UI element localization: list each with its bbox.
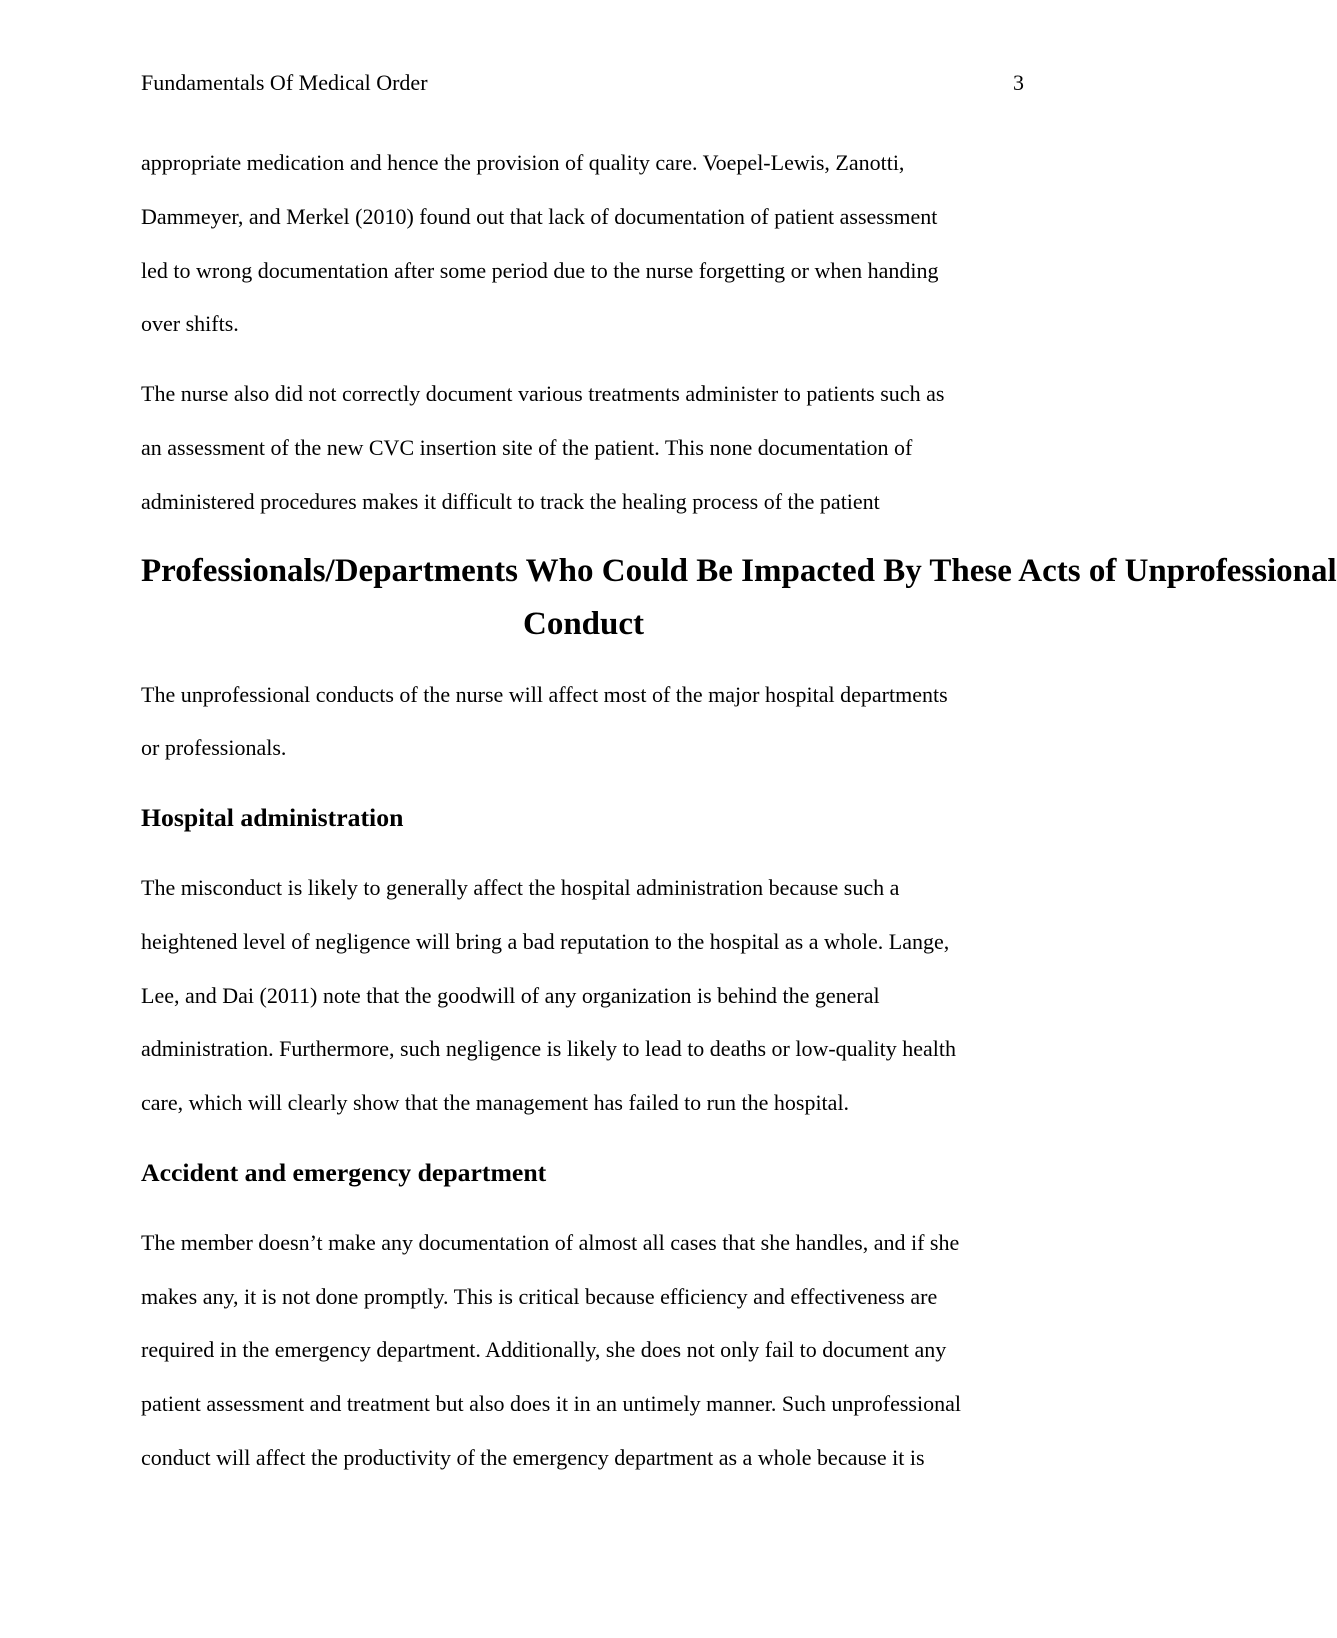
text-line: The nurse also did not correctly document various treatments administer to patients such as [141,381,945,407]
text-line: The misconduct is likely to generally affect the hospital administration because such a [141,874,900,900]
text-line: The unprofessional conducts of the nurse will affect most of the major hospital departments [141,681,948,707]
text-line: over shifts. [141,311,239,337]
text-line: or professionals. [141,735,287,761]
paragraph-hospital-administration [141,861,1026,1130]
subheading-hospital-administration: Hospital administration [141,803,404,833]
paragraph-documentation-findings [141,136,1026,351]
text-line: The member doesn’t make any documentation of almost all cases that she handles, and if she [141,1229,960,1255]
page-number: 3 [1013,70,1024,95]
document-body [141,136,1337,1501]
section-heading [141,545,1337,652]
heading-line: Professionals/Departments Who Could Be Impacted By These Acts of Unprofessional [141,552,1337,589]
text-line: appropriate medication and hence the provision of quality care. Voepel-Lewis, Zanotti, [141,150,905,175]
text-line: administration. Furthermore, such negligence is likely to lead to deaths or low-quality health [141,1036,957,1062]
text-line: patient assessment and treatment but also does it in an untimely manner. Such unprofessional [141,1391,961,1417]
text-line: Lee, and Dai (2011) note that the goodwill of any organization is behind the general [141,982,880,1008]
text-line: conduct will affect the productivity of the emergency department as a whole because it is [141,1444,925,1470]
running-head: Fundamentals Of Medical Order [141,70,428,95]
paragraph-emergency-department [141,1216,1026,1485]
text-line: an assessment of the new CVC insertion site of the patient. This none documentation of [141,434,913,460]
heading-line: Conduct [522,606,645,643]
text-line: Dammeyer, and Merkel (2010) found out that lack of documentation of patient assessment [141,203,938,229]
text-line: makes any, it is not done promptly. This is critical because efficiency and effectiveness are [141,1283,938,1309]
paragraph-impact-intro [141,668,1026,776]
subheading-emergency-department: Accident and emergency department [141,1157,547,1187]
text-line: heightened level of negligence will bring a bad reputation to the hospital as a whole. Lange, [141,928,950,954]
paragraph-treatment-documentation [141,367,1026,528]
text-line: care, which will clearly show that the management has failed to run the hospital. [141,1090,850,1116]
text-line: led to wrong documentation after some period due to the nurse forgetting or when handing [141,257,939,283]
text-line: administered procedures makes it difficult to track the healing process of the patient [141,488,880,514]
page-header [141,68,1026,98]
text-line: required in the emergency department. Additionally, she does not only fail to document any [141,1337,947,1363]
